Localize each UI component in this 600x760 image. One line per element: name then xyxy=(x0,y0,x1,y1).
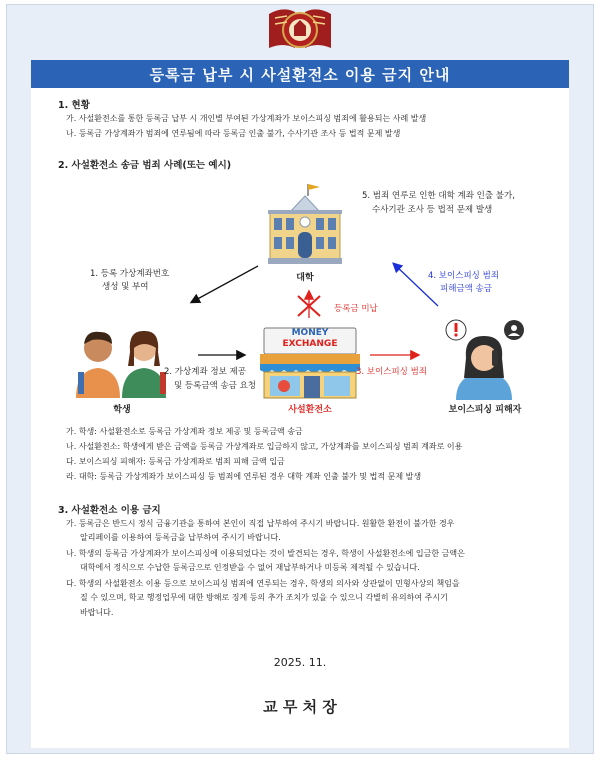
exchange-sign-line-2: EXCHANGE xyxy=(282,339,338,349)
section-3-item-na-2: 대학에서 정식으로 수납한 등록금으로 인정받을 수 없어 재납부하거나 미등록 제적될 수 있습니다. xyxy=(80,563,420,572)
step-4-line-1: 4. 보이스피싱 범죄 xyxy=(428,271,499,281)
step-1-line-2: 생성 및 부여 xyxy=(102,282,149,292)
student-label: 학생 xyxy=(113,405,131,415)
section-3-item-na-1: 나. 학생의 등록금 가상계좌가 보이스피싱에 이용되었다는 것이 발견되는 경우, 학생이 사설환전소에 입금한 금액은 xyxy=(66,549,465,558)
section-2-item-da: 다. 보이스피싱 피해자: 등록금 가상계좌로 범죄 피해 금액 입금 xyxy=(66,457,285,466)
step-3-label: 3. 보이스피싱 범죄 xyxy=(356,367,427,377)
section-3-item-da-2: 질 수 있으며, 학교 행정업무에 대한 방해로 징계 등의 추가 조치가 있을 수 있으니 각별히 유의하여 주시기 xyxy=(80,593,448,602)
issuer-signature: 교 무 처 장 xyxy=(263,698,337,716)
step-5-line-2: 수사기관 조사 등 법적 문제 발생 xyxy=(372,205,493,215)
section-3-item-ga-2: 알리페이를 이용하여 등록금을 납부하여 주시기 바랍니다. xyxy=(80,533,281,542)
arrow-step-1 xyxy=(192,266,258,302)
section-2-heading: 2. 사설환전소 송금 범죄 사례(또는 예시) xyxy=(58,160,232,171)
section-3-item-ga-1: 가. 등록금은 반드시 정식 금융기관을 통하여 본인이 직접 납부하여 주시기 바랍니다. 원활한 환전이 불가한 경우 xyxy=(66,519,455,528)
step-2-line-2: 및 등록금액 송금 요청 xyxy=(174,381,257,391)
step-4-line-2: 피해금액 송금 xyxy=(440,284,492,294)
section-1-item-na: 나. 등록금 가상계좌가 범죄에 연루됨에 따라 등록금 인출 불가, 수사기관 조사 등 법적 문제 발생 xyxy=(66,129,401,138)
section-2-item-ra: 라. 대학: 등록금 가상계좌가 보이스피싱 등 범죄에 연루된 경우 대학 계좌 인출 불가 및 법적 문제 발생 xyxy=(66,472,422,481)
section-2-item-na: 나. 사설환전소: 학생에게 받은 금액을 등록금 가상계좌로 입금하지 않고, 가상계좌를 보이스피싱 범죄 계좌로 이용 xyxy=(66,442,463,451)
step-5-line-1: 5. 범죄 연루로 인한 대학 계좌 인출 불가, xyxy=(362,191,515,201)
victim-icon xyxy=(440,318,530,400)
section-3-item-da-1: 다. 학생의 사설환전소 이용 등으로 보이스피싱 범죄에 연루되는 경우, 학생의 의사와 상관없이 민형사상의 책임을 xyxy=(66,579,460,588)
step-2-line-1: 2. 가상계좌 정보 제공 xyxy=(164,367,246,377)
step-1-line-1: 1. 등록 가상계좌번호 xyxy=(90,269,170,279)
page-title: 등록금 납부 시 사설환전소 이용 금지 안내 xyxy=(31,60,569,88)
section-3-heading: 3. 사설환전소 이용 금지 xyxy=(58,505,161,516)
section-2-item-ga: 가. 학생: 사설환전소로 등록금 가상계좌 정보 제공 및 등록금액 송금 xyxy=(66,427,303,436)
university-label: 대학 xyxy=(296,273,314,283)
exchange-sign xyxy=(266,328,354,350)
students-icon xyxy=(72,322,172,398)
exchange-sign-line-1: MONEY xyxy=(291,328,329,338)
exchange-label: 사설환전소 xyxy=(288,405,332,415)
victim-label: 보이스피싱 피해자 xyxy=(448,405,522,415)
no-payment-label: 등록금 미납 xyxy=(334,304,378,314)
section-3-item-da-3: 바랍니다. xyxy=(80,608,114,617)
section-1-item-ga: 가. 사설환전소를 통한 등록금 납부 시 개인별 부여된 가상계좌가 보이스피싱 범죄에 활용되는 사례 발생 xyxy=(66,114,427,123)
notice-date: 2025. 11. xyxy=(273,656,327,669)
section-1-heading: 1. 현황 xyxy=(58,100,90,111)
